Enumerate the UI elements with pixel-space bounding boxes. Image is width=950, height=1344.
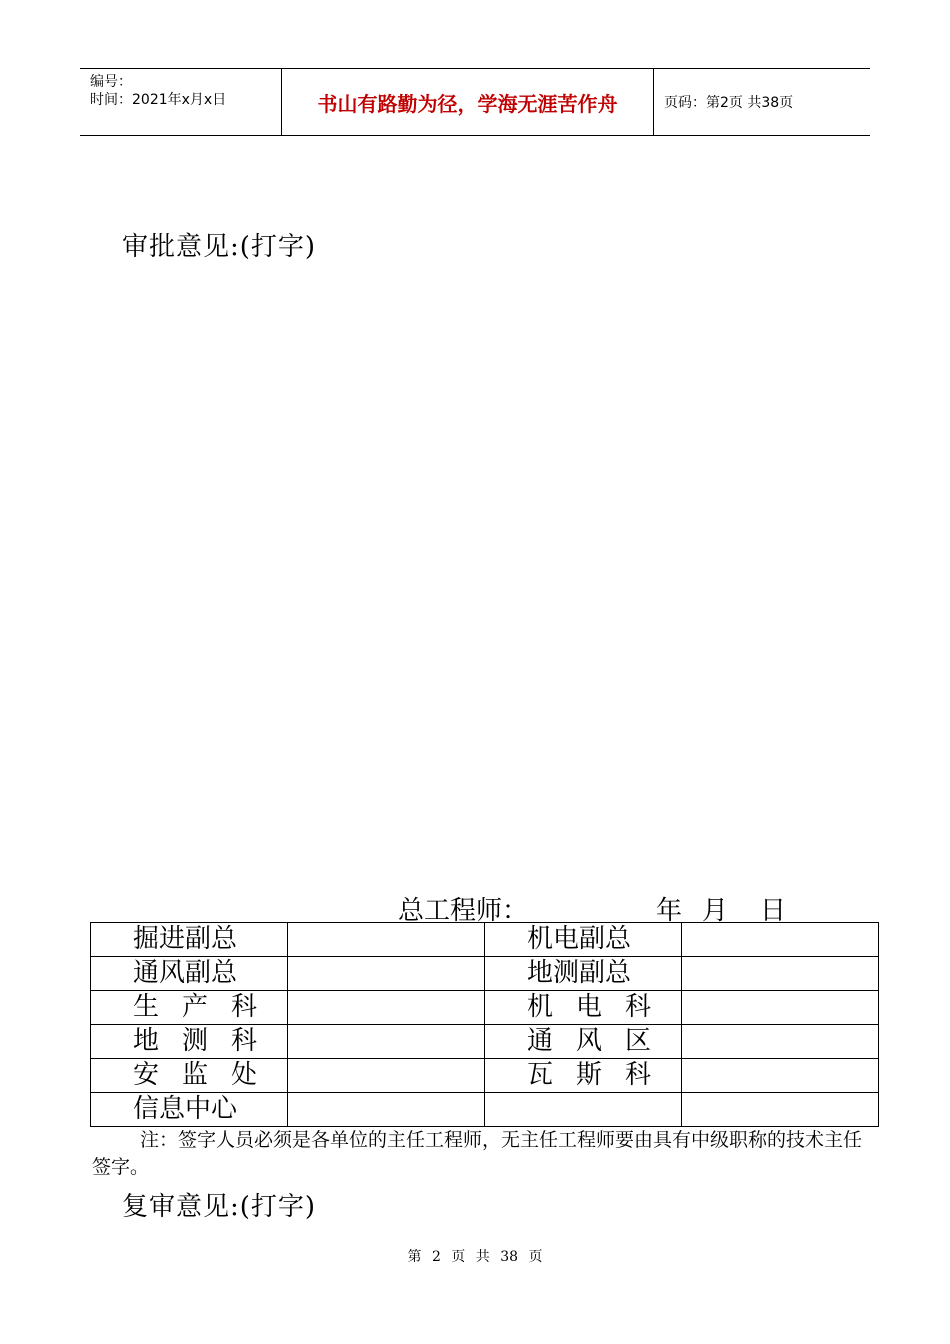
date-year-label: 年 xyxy=(656,896,683,926)
page-header xyxy=(80,68,870,136)
signature-cell xyxy=(682,1025,879,1059)
signature-table xyxy=(90,922,879,1127)
page-footer: 第 2 页 共 38 页 xyxy=(407,1249,543,1265)
signature-cell xyxy=(288,1025,485,1059)
dept-label: 地测科 xyxy=(91,1025,288,1059)
signature-cell xyxy=(288,1059,485,1093)
signature-cell xyxy=(288,1093,485,1127)
signature-cell xyxy=(682,991,879,1025)
date-month-label: 月 xyxy=(702,896,729,926)
dept-label: 瓦斯科 xyxy=(485,1059,682,1093)
signature-cell xyxy=(682,1059,879,1093)
date-day-label: 日 xyxy=(760,896,787,926)
dept-label: 通风区 xyxy=(485,1025,682,1059)
dept-label: 安监处 xyxy=(91,1059,288,1093)
table-row xyxy=(91,1059,879,1093)
dept-label: 通风副总 xyxy=(91,957,288,991)
signature-note: 注：签字人员必须是各单位的主任工程师，无主任工程师要由具有中级职称的技术主任签字。 xyxy=(92,1129,863,1178)
table-row xyxy=(91,991,879,1025)
approval-opinion-title: 审批意见:(打字) xyxy=(122,232,317,262)
dept-label: 掘进副总 xyxy=(91,923,288,957)
review-opinion-title: 复审意见:(打字) xyxy=(122,1192,317,1222)
chief-engineer-label: 总工程师： xyxy=(398,896,529,926)
dept-label: 机电副总 xyxy=(485,923,682,957)
signature-cell xyxy=(682,1093,879,1127)
dept-label: 地测副总 xyxy=(485,957,682,991)
signature-cell xyxy=(288,923,485,957)
table-row xyxy=(91,957,879,991)
table-row xyxy=(91,923,879,957)
signature-cell xyxy=(682,957,879,991)
dept-label: 生产科 xyxy=(91,991,288,1025)
header-page-info: 页码：第2页 共38页 xyxy=(664,95,794,111)
header-motto: 书山有路勤为径，学海无涯苦作舟 xyxy=(282,69,654,135)
table-row xyxy=(91,1093,879,1127)
signature-cell xyxy=(288,991,485,1025)
document-number-label: 编号： xyxy=(90,74,132,90)
signature-cell xyxy=(682,923,879,957)
document-time: 时间：2021年x月x日 xyxy=(90,92,227,108)
header-meta xyxy=(80,69,282,135)
table-row xyxy=(91,1025,879,1059)
signature-cell xyxy=(288,957,485,991)
dept-label: 机电科 xyxy=(485,991,682,1025)
dept-label xyxy=(485,1093,682,1127)
dept-label: 信息中心 xyxy=(91,1093,288,1127)
